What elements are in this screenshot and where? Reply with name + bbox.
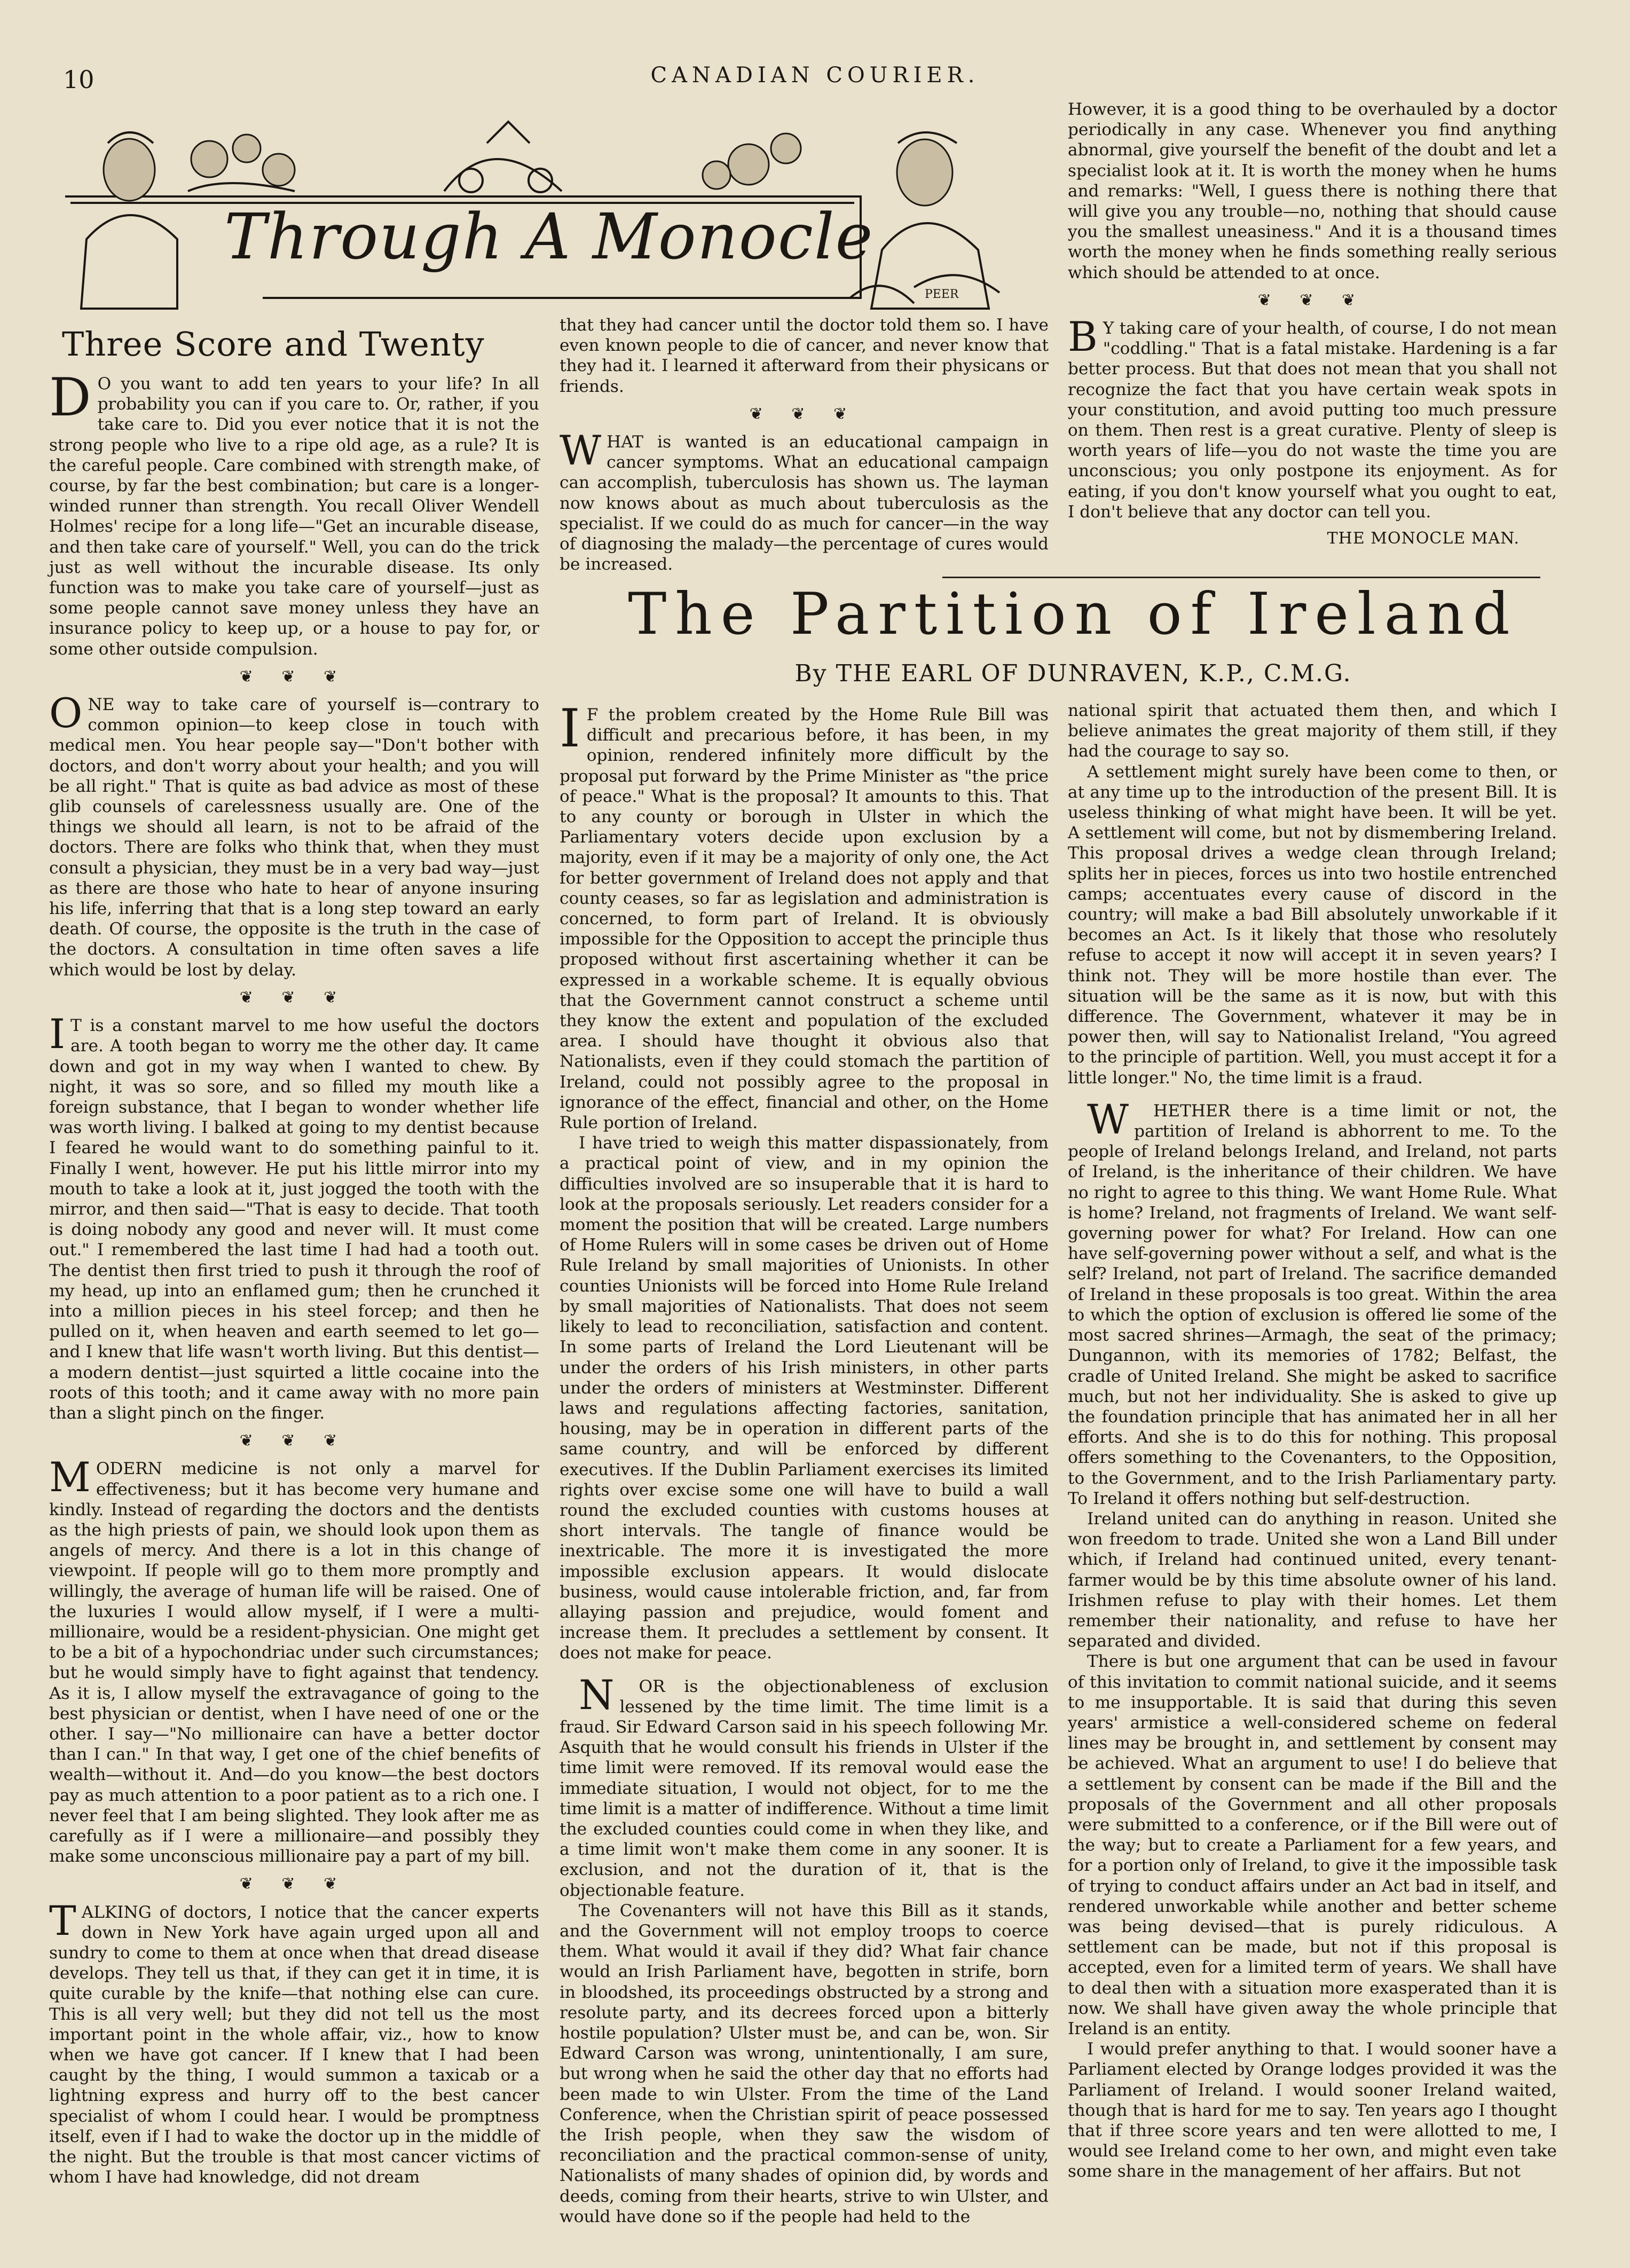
- paragraph: W HETHER there is a time limit or not, the partition of Ireland is abhorrent to me. To the people of Ireland belongs Ireland, and Ireland, not parts of Ireland, is the inheritance of their children. We have no right to agree to this thing. We want Home Rule. What is home? Ireland, not fragments of Ireland. We want self-governing power for what? For Ireland. How can one have self-governing power without a self, and what is the self? Ireland, not part of Ireland. The sacrifice demanded of Ireland in these proposals is too great. Within the area to which the option of exclusion is offered lie some of the most sacred shrines—Armagh, the seat of the primacy; Dungannon, with its memories of 1782; Belfast, the cradle of United Ireland. She might be asked to sacrifice much, but not her individuality. She is asked to give up the foundation principle that has animated her in all her efforts. And she is to do this for nothing. This proposal offers something to the Covenanters, to the Opposition, to the Government, and to the Irish Parliamentary party. To Ireland it offers nothing but self-destruction.: [1068, 1095, 1557, 1508]
- paragraph: D O you want to add ten years to your life? In all probability you can if you care to. Or, rather, if you take care to. Did you ever notice that it is not the strong people who live to a ripe old age, as a rule? It is the careful people. Care combined with strength make, of course, by far the best combination; but care is a longer-winded runner than strength. You recall Oliver Wendell Holmes' recipe for a long life—"Get an incurable disease, and then take care of yourself." Well, you can do the trick just as well without the incurable disease. Its only function was to make you take care of yourself—just as some people cannot save money unless they have an insurance policy to keep up, or a house to pay for, or some other outside compulsion.: [49, 367, 539, 659]
- drop-cap: M: [49, 1453, 91, 1501]
- paragraph: However, it is a good thing to be overhauled by a doctor periodically in any case. Whenever you find anything abnormal, give yourself the benefit of the doubt and let a specialist look at it. It is worth the money when he hums and remarks: "Well, I guess there is nothing there that will give you any trouble—no, nothing that should cause you the smallest uneasiness." And it is a thousand times worth the money when he finds something really serious which should be attended to at once.: [1068, 100, 1557, 282]
- paragraph: Ireland united can do anything in reason. United she won freedom to trade. United she won a Land Bill under which, if Ireland had continued united, every tenant-farmer would be by this time absolute owner of his land. Irishmen refuse to play with their homes. Let them remember their nationality, and refuse to have her separated and divided.: [1068, 1509, 1557, 1651]
- drop-cap: I: [560, 698, 580, 759]
- section-ornament: ❦ ❦ ❦: [749, 404, 859, 423]
- monocle-column-right: [1068, 99, 1557, 549]
- article-byline: By THE EARL OF DUNRAVEN, K.P., C.M.G.: [794, 660, 1352, 687]
- paragraph: national spirit that actuated them then, and which I believe animates the great majority of them still, if they had the courage to say so.: [1068, 701, 1557, 761]
- paragraph: that they had cancer until the doctor told them so. I have even known people to die of cancer, and never know that they had it. I learned it afterward from their physicans or friends.: [560, 316, 1049, 396]
- monocle-column-middle: [560, 315, 1049, 574]
- author-signature: THE MONOCLE MAN.: [1327, 529, 1519, 548]
- drop-cap: D: [49, 367, 91, 428]
- paragraph: I F the problem created by the Home Rule Bill was difficult and precarious before, it has been, in my opinion, rendered infinitely more difficult by the proposal put forward by the Prime Minister as "the price of peace." What is the proposal? It amounts to this. That to any county or borough in Ulster in which the Parliamentary voters decide upon exclusion by a majority, even if it may be a majority of only one, the Act for better government of Ireland does not apply and that county ceases, so far as legislation and administration is concerned, to form part of Ireland. It is obviously impossible for the Opposition to accept the principle thus proposed without first ascertaining whether it can be expressed in a workable scheme. It is equally obvious that the Government cannot construct a scheme until they know the extent and population of the excluded area. I should have thought it obvious also that Nationalists, even if they could stomach the partition of Ireland, could not possibly agree to the proposal in ignorance of the effect, financial and other, on the Home Rule portion of Ireland.: [560, 698, 1049, 1133]
- section-ornament: ❦ ❦ ❦: [239, 1431, 349, 1451]
- paragraph: B Y taking care of your health, of course, I do not mean "coddling." That is a fatal mistake. Hardening is a far better process. But that does not mean that you shall not recognize the fact that you have certain weak spots in your constitution, and avoid putting too much pressure on them. Then rest is a great curative. Plenty of sleep is worth years of life—you do not waste the time you are unconscious; you only postpone its enjoyment. As for eating, if you don't know yourself what you ought to eat, I don't believe that any doctor can tell you.: [1068, 313, 1557, 522]
- ireland-column-right: [1068, 700, 1557, 2182]
- monocle-column-left: [49, 367, 539, 2187]
- section-ornament: ❦ ❦ ❦: [239, 667, 349, 686]
- paragraph: ONE way to take care of yourself is—contrary to common opinion—to keep close in touch with medical men. You hear people say—"Don't bother with doctors, and don't worry about your health; and you will be all right." That is quite as bad advice as most of these glib counsels of carelessness usually are. One of the things we should all learn, is not to be afraid of the doctors. There are folks who think that, when they must consult a physician, they must be in a very bad way—just as there are those who hate to hear of anyone insuring his life, inferring that that is a long step toward an early death. Of course, the opposite is the truth in the case of the doctors. A consultation in time often saves a life which would be lost by delay.: [49, 689, 539, 980]
- section-banner-title: Through A Monocle: [224, 200, 874, 273]
- paragraph: N OR is the objectionableness of exclusion lessened by the time limit. The time limit is a fraud. Sir Edward Carson said in his speech following Mr. Asquith that he would consult his friends in Ulster if the time limit were removed. If its removal would ease the immediate situation, I would not object, for to me the time limit is a matter of indifference. Without a time limit the excluded counties could come in when they like, and a time limit won't make them come in any sooner. It is exclusion, and not the duration of it, that is the objectionable feature.: [560, 1671, 1049, 1900]
- drop-cap: W: [560, 427, 602, 475]
- paragraph: A settlement might surely have been come to then, or at any time up to the introduction of the present Bill. It is useless thinking of what might have been. It will be yet. A settlement will come, but not by dismembering Ireland. This proposal drives a wedge clean through Ireland; splits her in pieces, forces us into two hostile entrenched camps; accentuates every cause of discord in the country; will make a bad Bill absolutely unworkable if it becomes an Act. Is it likely that those who resolutely refuse to accept it now will accept it in seven years? I think not. They will be more hostile than ever. The situation will be the same as it is now, but with this difference. The Government, whatever it may be in power then, will say to Nationalist Ireland, "You agreed to the principle of partition. Well, you must accept it for a little longer." No, the time limit is a fraud.: [1068, 762, 1557, 1088]
- drop-cap: T: [49, 1896, 76, 1944]
- drop-cap: W: [1087, 1095, 1129, 1143]
- article-heading: Three Score and Twenty: [62, 325, 485, 364]
- paragraph: TALKING of doctors, I notice that the cancer experts down in New York have again urged upon all and sundry to come to them at once when that dread disease develops. They tell us that, if they can get it in time, it is quite curable by the knife—that nothing else can cure. This is all very well; but they did not tell us the most important point in the whole affair, viz., how to know when we have got cancer. If I knew that I had been caught by the thing, I would summon a taxicab or a lightning express and hurry off to the best cancer specialist of whom I could hear. I would be promptness itself, even if I had to wake the doctor up in the middle of the night. But the trouble is that most cancer victims of whom I have had knowledge, did not dream: [49, 1896, 539, 2187]
- paragraph: The Covenanters will not have this Bill as it stands, and the Government will not employ troops to coerce them. What would it avail if they did? What fair chance would an Irish Parliament have, begotten in strife, born in bloodshed, its proceedings obstructed by a strong and resolute party, and its decrees forced upon a bitterly hostile population? Ulster must be, and can be, won. Sir Edward Carson was wrong, unintentionally, I am sure, but wrong when he said the other day that no efforts had been made to win Ulster. From the time of the Land Conference, when the Christian spirit of peace possessed the Irish people, when they saw the wisdom of reconciliation and the practical common-sense of unity, Nationalists of many shades of opinion did, by words and deeds, coming from their hearts, strive to win Ulster, and would have done so if the people had held to the: [560, 1901, 1049, 2226]
- paragraph: MODERN medicine is not only a marvel for effectiveness; but it has become very humane and kindly. Instead of regarding the doctors and the dentists as the high priests of pain, we should look upon them as angels of mercy. And there is a lot in this change of viewpoint. If people will go to them more promptly and willingly, the average of human life will be raised. One of the luxuries I would allow myself, if I were a multi-millionaire, would be a resident-physician. One might get to be a bit of a hypochondriac under such circumstances; but he would simply have to fight against that tendency. As it is, I allow myself the extravagance of going to the best physician or dentist, when I have need of one or the other. I say—"No millionaire can have a better doctor than I can." In that way, I get one of the chief benefits of wealth—without it. And—do you know—the best doctors pay as much attention to a poor patient as to a rich one. I never feel that I am being slighted. They look after me as carefully as if I were a millionaire—and possibly they make some unconscious millionaire pay a part of my bill.: [49, 1453, 539, 1867]
- article-title: The Partition of Ireland: [628, 581, 1518, 648]
- page-number: 10: [63, 65, 95, 94]
- ireland-column-left: [560, 698, 1049, 2227]
- paragraph: WHAT is wanted is an educational campaign in cancer symptoms. What an educational campaign can accomplish, tuberculosis has shown us. The layman now knows about as much about tuberculosis as the specialist. If we could do as much for cancer—in the way of diagnosing the malady—the percentage of cures would be increased.: [560, 427, 1049, 574]
- publication-masthead: CANADIAN COURIER.: [650, 63, 980, 88]
- paragraph: I have tried to weigh this matter dispassionately, from a practical point of view, and in my opinion the difficulties involved are so insuperable that it is hard to look at the proposals seriously. Let readers consider for a moment the position that will be created. Large numbers of Home Rulers will in some cases be driven out of Home Rule Ireland by small majorities of Unionists. In other counties Unionists will be forced into Home Rule Ireland by small majorities of Nationalists. That does not seem likely to lead to reconciliation, satisfaction and content. In some parts of Ireland the Lord Lieutenant will be under the orders of his Irish ministers, in other parts under the orders of ministers at Westminster. Different laws and regulations affecting factories, sanitation, housing, may be in operation in different parts of the same country, and will be enforced by different executives. If the Dublin Parliament exercises its limited rights over excise some one will have to build a wall round the excluded counties with customs houses at short intervals. The tangle of finance would be inextricable. The more it is investigated the more impossible exclusion appears. It would dislocate business, would cause intolerable friction, and, far from allaying passion and prejudice, would foment and increase them. It precludes a settlement by consent. It does not make for peace.: [560, 1133, 1049, 1663]
- paragraph: I would prefer anything to that. I would sooner have a Parliament elected by Orange lodges provided it was the Parliament of Ireland. I would sooner Ireland waited, though that is hard for me to say. Ten years ago I thought that if three score years and ten were allotted to me, I would see Ireland come to her own, and might even take some share in the management of her affairs. But not: [1068, 2039, 1557, 2182]
- drop-cap: N: [579, 1671, 615, 1719]
- section-ornament: ❦ ❦ ❦: [1257, 290, 1367, 310]
- drop-cap: I: [49, 1010, 66, 1058]
- artist-signature: PEER: [925, 288, 959, 301]
- paragraph: There is but one argument that can be used in favour of this invitation to commit national suicide, and it seems to me insupportable. It is said that during this seven years' armistice a well-considered scheme on federal lines may be brought in, and settlement by consent may be achieved. What an argument to use! I do believe that a settlement by consent can be made if the Bill and the proposals of the Government and all other proposals were submitted to a conference, or if the Bill were out of the way; but to create a Parliament for a few years, and for a portion only of Ireland, to give it the impossible task of trying to conduct affairs under an Act bad in itself, and rendered unworkable while another and better scheme was being devised—that is purely ridiculous. A settlement can be made, but not if this proposal is accepted, even for a limited term of years. We shall have to deal then with a situation more exasperated than it is now. We shall have given away the whole principle that Ireland is an entity.: [1068, 1652, 1557, 2038]
- section-ornament: ❦ ❦ ❦: [239, 988, 349, 1007]
- drop-cap: O: [49, 689, 83, 737]
- drop-cap: B: [1068, 313, 1098, 361]
- section-ornament: ❦ ❦ ❦: [239, 1875, 349, 1894]
- divider-rule: [942, 577, 1540, 578]
- paragraph: I T is a constant marvel to me how useful the doctors are. A tooth began to worry me the other day. It came down and got in my way when I wanted to chew. By night, it was so sore, and so filled my mouth like a foreign substance, that I began to wonder whether life was worth living. I balked at going to my dentist because I feared he would want to do something painful to it. Finally I went, however. He put his little mirror into my mouth to take a look at it, just jogged the tooth with the mirror, and then said—"That is easy to decide. That tooth is doing nobody any good and never will. It must come out." I remembered the last time I had had a tooth out. The dentist then first tried to push it through the roof of my head, up into an enflamed gum; then he crunched it into a million pieces in his steel forcep; and then he pulled on it, when heaven and earth seemed to let go—and I knew that life wasn't worth living. But this dentist—a modern dentist—just squirted a little cocaine into the roots of this tooth; and it came away with no more pain than a slight pinch on the finger.: [49, 1010, 539, 1423]
